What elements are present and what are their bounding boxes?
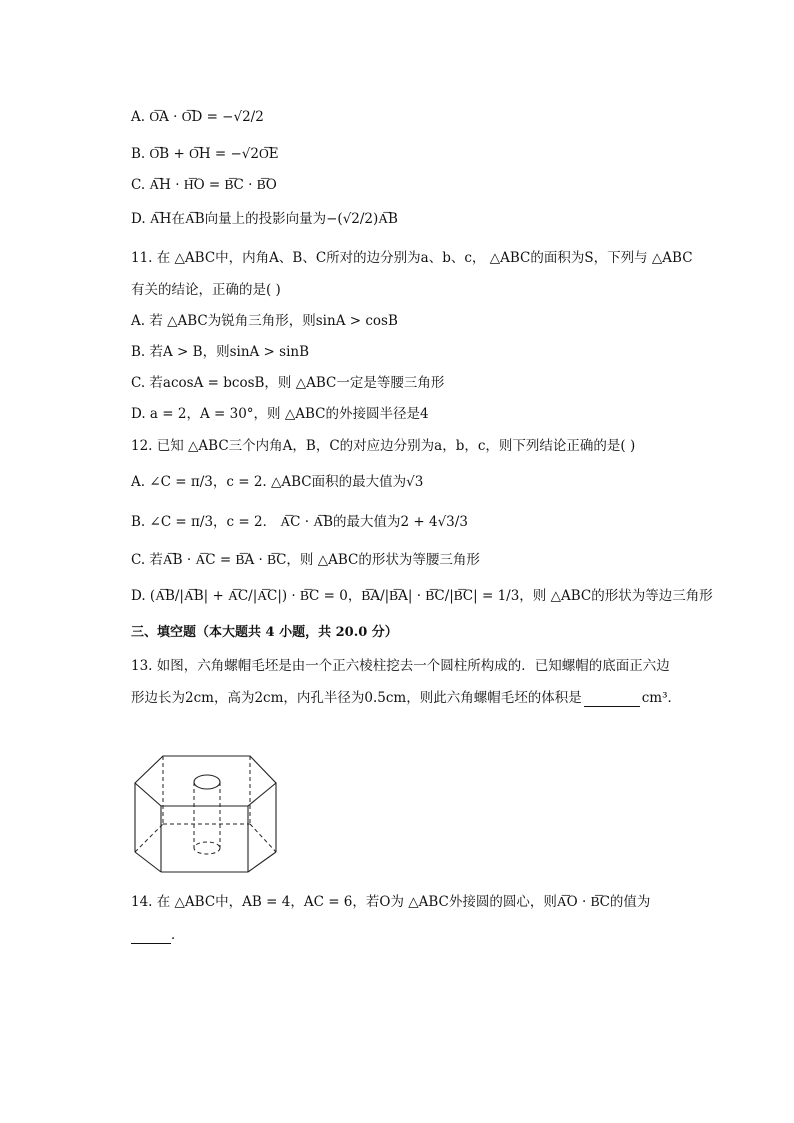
q12-stem: 12. 已知 △ABC三个内角A，B，C的对应边分别为a，b，c，则下列结论正确的是( ) — [131, 438, 636, 454]
q13-line2-unit: cm³． — [641, 690, 682, 706]
q14-answer-blank[interactable] — [131, 929, 171, 944]
q11-option-d: D. a = 2，A = 30°，则 △ABC的外接圆半径是4 — [131, 406, 429, 422]
section-title-fill-in: 三、填空题（本大题共 4 小题，共 20.0 分） — [131, 625, 398, 640]
q11-stem-line2: 有关的结论，正确的是( ) — [131, 282, 281, 298]
q11-option-a: A. 若 △ABC为锐角三角形，则sinA > cosB — [131, 313, 398, 329]
hole-top-ellipse — [194, 775, 220, 789]
q11-stem-line1: 11. 在 △ABC中，内角A、B、C所对的边分别为a、b、c， △ABC的面积为S，下列与 △ABC — [131, 250, 693, 266]
q14-line2 — [131, 926, 185, 944]
q13-line2-text: 形边长为2cm，高为2cm，内孔半径为0.5cm，则此六角螺帽毛坯的体积是 — [131, 690, 582, 706]
q10-option-c: C. A͞H · H͞O = B͞C · B͞O — [131, 177, 277, 193]
q13-line2 — [131, 689, 681, 707]
q12-option-b: B. ∠C = π/3，c = 2． A͞C · A͞B的最大值为2 + 4√3/3 — [131, 514, 468, 530]
q12-option-c: C. 若A͞B · A͞C = B͞A · B͞C，则 △ABC的形状为等腰三角形 — [131, 552, 480, 568]
q10-option-d: D. A͞H在A͞B向量上的投影向量为−(√2/2)A͞B — [131, 211, 398, 227]
q13-line1: 13. 如图，六角螺帽毛坯是由一个正六棱柱挖去一个圆柱所构成的．已知螺帽的底面正六边 — [131, 658, 670, 674]
q14-line2-period: ． — [171, 927, 185, 943]
q14-line1: 14. 在 △ABC中，AB = 4，AC = 6，若O为 △ABC外接圆的圆心，则A͞O · B͞C的值为 — [131, 894, 651, 910]
hole-bottom-ellipse — [194, 842, 220, 854]
top-hexagon — [135, 756, 276, 806]
q13-answer-blank[interactable] — [584, 692, 640, 707]
q11-option-c: C. 若acosA = bcosB，则 △ABC一定是等腰三角形 — [131, 375, 445, 391]
q12-option-d: D. (A͞B/|A͞B| + A͞C/|A͞C|) · B͞C = 0，B͞A/|B͞A| · B͞C/|B͞C| = 1/3，则 △ABC的形状为等边三角形 — [131, 588, 713, 604]
q12-option-a: A. ∠C = π/3，c = 2. △ABC面积的最大值为√3 — [131, 474, 424, 490]
q10-option-a: A. O͞A · O͞D = −√2/2 — [131, 109, 264, 125]
q10-option-b: B. O͞B + O͞H = −√2O͞E — [131, 146, 279, 162]
q11-option-b: B. 若A > B，则sinA > sinB — [131, 344, 310, 360]
hexagonal-nut-figure — [130, 748, 290, 874]
